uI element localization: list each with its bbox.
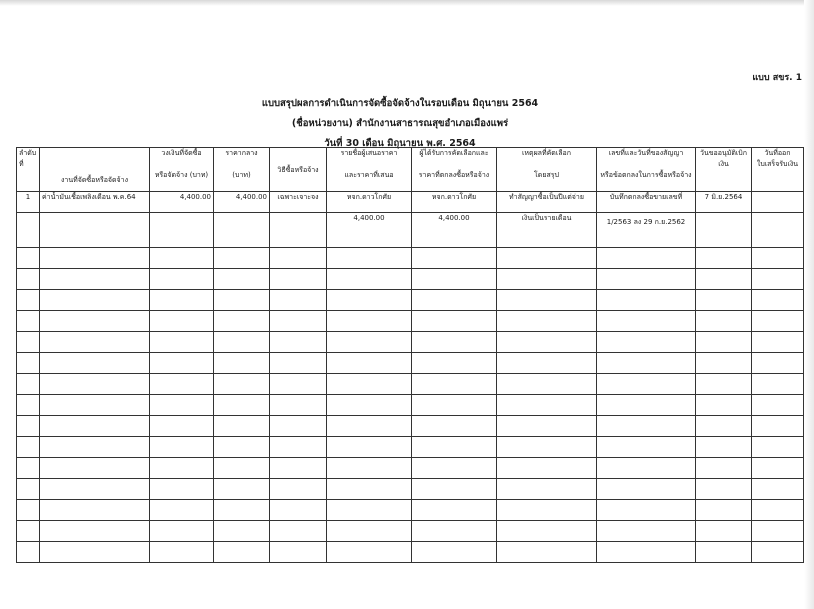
table-cell [696,521,752,542]
row-receipt-date [752,192,804,213]
table-cell [17,311,40,332]
table-cell [214,248,270,269]
title-block [150,94,650,154]
contract-number: 1/2563 ลง 29 ก.ย.2562 [606,218,686,226]
table-cell [412,416,497,437]
table-cell [497,542,597,563]
table-cell [412,521,497,542]
table-cell [40,353,150,374]
table-cell [270,542,327,563]
table-cell [752,416,804,437]
table-cell [696,416,752,437]
header-median-line1: ราคากลาง [225,149,258,157]
table-row [17,395,804,416]
table-cell [696,500,752,521]
table-cell [412,311,497,332]
table-cell [497,353,597,374]
table-cell [150,479,214,500]
form-code: แบบ สขร. 1 [752,73,802,83]
table-cell [752,458,804,479]
header-cell [752,148,804,192]
table-cell [327,479,412,500]
table-cell [412,479,497,500]
table-cell [597,542,696,563]
table-cell [270,500,327,521]
header-cell [696,148,752,192]
table-cell [597,500,696,521]
row-item: ค่าน้ำมันเชื้อเพลิงเดือน พ.ค.64 [40,192,150,213]
table-row [17,248,804,269]
table-cell [597,437,696,458]
header-cell [597,148,696,192]
table-cell [597,521,696,542]
table-cell [17,395,40,416]
table-cell [412,269,497,290]
table-row [17,353,804,374]
table-cell [214,290,270,311]
header-approval-line1: วันขออนุมัติเบิก [700,149,747,157]
table-cell [497,416,597,437]
table-cell [40,479,150,500]
table-cell [150,542,214,563]
table-row [17,374,804,395]
row-median-price: 4,400.00 [214,192,270,213]
row-contract-line1: บันทึกตกลงซื้อขายเลขที่ [597,192,696,213]
table-cell [696,374,752,395]
table-cell [327,521,412,542]
table-cell [270,395,327,416]
table-cell [327,353,412,374]
procurement-table [16,147,804,563]
table-cell [752,332,804,353]
table-cell [752,479,804,500]
table-cell [214,395,270,416]
table-cell [597,269,696,290]
table-cell [17,458,40,479]
header-cell [17,148,40,192]
header-budget-line1: วงเงินที่จัดซื้อ [161,149,202,157]
table-cell [214,332,270,353]
table-cell [327,500,412,521]
page-right-edge [804,0,814,609]
table-cell [327,395,412,416]
table-cell [696,290,752,311]
table-cell [752,395,804,416]
table-cell [497,269,597,290]
header-no-line1: ลำดับ [19,149,37,157]
table-cell [497,332,597,353]
table-cell [150,500,214,521]
table-cell [412,332,497,353]
table-row [17,542,804,563]
row-bidder: หจก.ดาวโกศัย [327,192,412,213]
table-cell [327,458,412,479]
table-cell [696,542,752,563]
table-row [17,332,804,353]
table-cell [40,542,150,563]
table-cell [597,416,696,437]
table-cell [752,290,804,311]
table-cell [150,290,214,311]
table-cell [40,437,150,458]
table-cell [40,311,150,332]
table-cell [40,248,150,269]
table-cell [270,290,327,311]
header-bidders-line1: รายชื่อผู้เสนอราคา [340,149,398,157]
table-cell [752,374,804,395]
table-cell [327,248,412,269]
table-cell [597,248,696,269]
header-contract-line2: หรือข้อตกลงในการซื้อหรือจ้าง [600,171,692,179]
header-median-line2: (บาท) [232,171,251,179]
table-cell [17,290,40,311]
row-approval-date: 7 มิ.ย.2564 [696,192,752,213]
table-cell [752,248,804,269]
table-cell [696,479,752,500]
table-cell [270,458,327,479]
row-budget: 4,400.00 [150,192,214,213]
table-cell [40,213,150,248]
header-cell [412,148,497,192]
table-cell [214,542,270,563]
table-cell [497,521,597,542]
table-cell [412,437,497,458]
header-no-line2: ที่ [19,160,24,168]
table-row [17,213,804,248]
header-receipt-line2: ใบเสร็จรับเงิน [756,160,799,168]
header-cell [327,148,412,192]
header-winner-line2: ราคาที่ตกลงซื้อหรือจ้าง [418,171,490,179]
table-cell [752,500,804,521]
table-cell [40,521,150,542]
table-cell [150,437,214,458]
table-cell [17,479,40,500]
row-method: เฉพาะเจาะจง [270,192,327,213]
table-cell [752,269,804,290]
header-receipt-line1: วันที่ออก [764,149,791,157]
table-cell [597,479,696,500]
table-cell [214,521,270,542]
table-cell [150,395,214,416]
table-cell [214,437,270,458]
table-cell [17,521,40,542]
table-cell [497,374,597,395]
table-cell [270,416,327,437]
header-approval-line2: เงิน [718,160,729,168]
row-bidder-price: 4,400.00 [327,213,412,248]
header-reason-line2: โดยสรุป [534,171,559,179]
table-cell [497,395,597,416]
table-cell [17,213,40,248]
table-cell [597,353,696,374]
table-cell [40,374,150,395]
table-cell [150,353,214,374]
table-cell [150,458,214,479]
table-cell [214,353,270,374]
row-reason-line1: ทำสัญญาซื้อเป็นปีแต่จ่าย [497,192,597,213]
table-cell [696,248,752,269]
table-cell [327,290,412,311]
header-method: วิธีซื้อหรือจ้าง [277,166,319,174]
table-row [17,416,804,437]
table-row [17,521,804,542]
table-cell [412,500,497,521]
table-cell [497,311,597,332]
table-row [17,500,804,521]
row-contract-line2 [597,213,696,248]
table-cell [327,416,412,437]
report-date: วันที่ 30 เดือน มิถุนายน พ.ศ. 2564 [324,138,476,149]
table-cell [214,213,270,248]
table-cell [270,521,327,542]
header-item: งานที่จัดซื้อหรือจัดจ้าง [60,176,129,184]
table-cell [696,269,752,290]
table-cell [412,395,497,416]
table-cell [214,374,270,395]
table-cell [214,269,270,290]
table-cell [597,332,696,353]
table-cell [412,458,497,479]
table-row [17,269,804,290]
table-cell [40,500,150,521]
table-cell [150,521,214,542]
row-no: 1 [17,192,40,213]
table-cell [752,542,804,563]
table-cell [40,332,150,353]
table-cell [17,248,40,269]
table-cell [752,521,804,542]
table-row [17,437,804,458]
table-cell [17,542,40,563]
table-cell [597,311,696,332]
table-cell [270,213,327,248]
table-cell [17,269,40,290]
table-cell [752,213,804,248]
report-title: แบบสรุปผลการดำเนินการจัดซื้อจัดจ้างในรอบเดือน มิถุนายน 2564 [261,98,539,109]
table-cell [597,290,696,311]
table-cell [696,213,752,248]
header-row [17,148,804,192]
table-cell [214,500,270,521]
table-cell [412,374,497,395]
table-cell [270,311,327,332]
table-cell [752,437,804,458]
table-cell [150,374,214,395]
page-top-edge [0,0,814,6]
table-cell [412,290,497,311]
table-cell [597,395,696,416]
row-winner-price: 4,400.00 [412,213,497,248]
table-cell [150,248,214,269]
row-winner: หจก.ดาวโกศัย [412,192,497,213]
header-cell [40,148,150,192]
table-cell [214,311,270,332]
table-cell [696,311,752,332]
table-cell [17,332,40,353]
header-budget-line2: หรือจัดจ้าง (บาท) [154,171,209,179]
header-winner-line1: ผู้ได้รับการคัดเลือกและ [419,149,489,157]
table-cell [497,500,597,521]
table-cell [40,290,150,311]
table-cell [497,437,597,458]
table-row [17,290,804,311]
table-cell [497,479,597,500]
table-cell [497,458,597,479]
table-row [17,458,804,479]
table-cell [270,248,327,269]
table-cell [17,437,40,458]
table-cell [40,458,150,479]
table-cell [327,311,412,332]
table-cell [270,374,327,395]
table-cell [597,374,696,395]
table-cell [214,416,270,437]
row-reason-line2: เงินเป็นรายเดือน [497,213,597,248]
table-cell [752,311,804,332]
table-cell [327,269,412,290]
agency-name: (ชื่อหน่วยงาน) สำนักงานสาธารณสุขอำเภอเมืองแพร่ [291,118,509,129]
table-cell [40,395,150,416]
header-contract-line1: เลขที่และวันที่ของสัญญา [608,149,684,157]
header-cell [270,148,327,192]
table-cell [270,332,327,353]
table-cell [17,374,40,395]
table-cell [17,353,40,374]
table-row [17,311,804,332]
table-cell [214,479,270,500]
table-cell [17,500,40,521]
table-cell [150,213,214,248]
table-cell [696,332,752,353]
header-cell [150,148,214,192]
table-cell [270,437,327,458]
table-row [17,192,804,213]
table-cell [497,290,597,311]
table-cell [40,416,150,437]
table-cell [597,458,696,479]
table-cell [696,353,752,374]
table-cell [150,311,214,332]
table-cell [214,458,270,479]
table-cell [412,248,497,269]
table-cell [150,332,214,353]
table-cell [270,479,327,500]
table-cell [752,353,804,374]
table-cell [270,269,327,290]
table-cell [327,437,412,458]
table-cell [150,269,214,290]
header-reason-line1: เหตุผลที่คัดเลือก [522,149,571,157]
table-cell [696,437,752,458]
table-cell [412,353,497,374]
table-cell [327,332,412,353]
table-cell [327,374,412,395]
table-cell [17,416,40,437]
table-cell [412,542,497,563]
table-cell [497,248,597,269]
header-bidders-line2: และราคาที่เสนอ [344,171,394,179]
table-cell [40,269,150,290]
table-row [17,479,804,500]
table-cell [696,458,752,479]
header-cell [214,148,270,192]
table-cell [150,416,214,437]
header-cell [497,148,597,192]
table-cell [270,353,327,374]
table-cell [696,395,752,416]
table-cell [327,542,412,563]
